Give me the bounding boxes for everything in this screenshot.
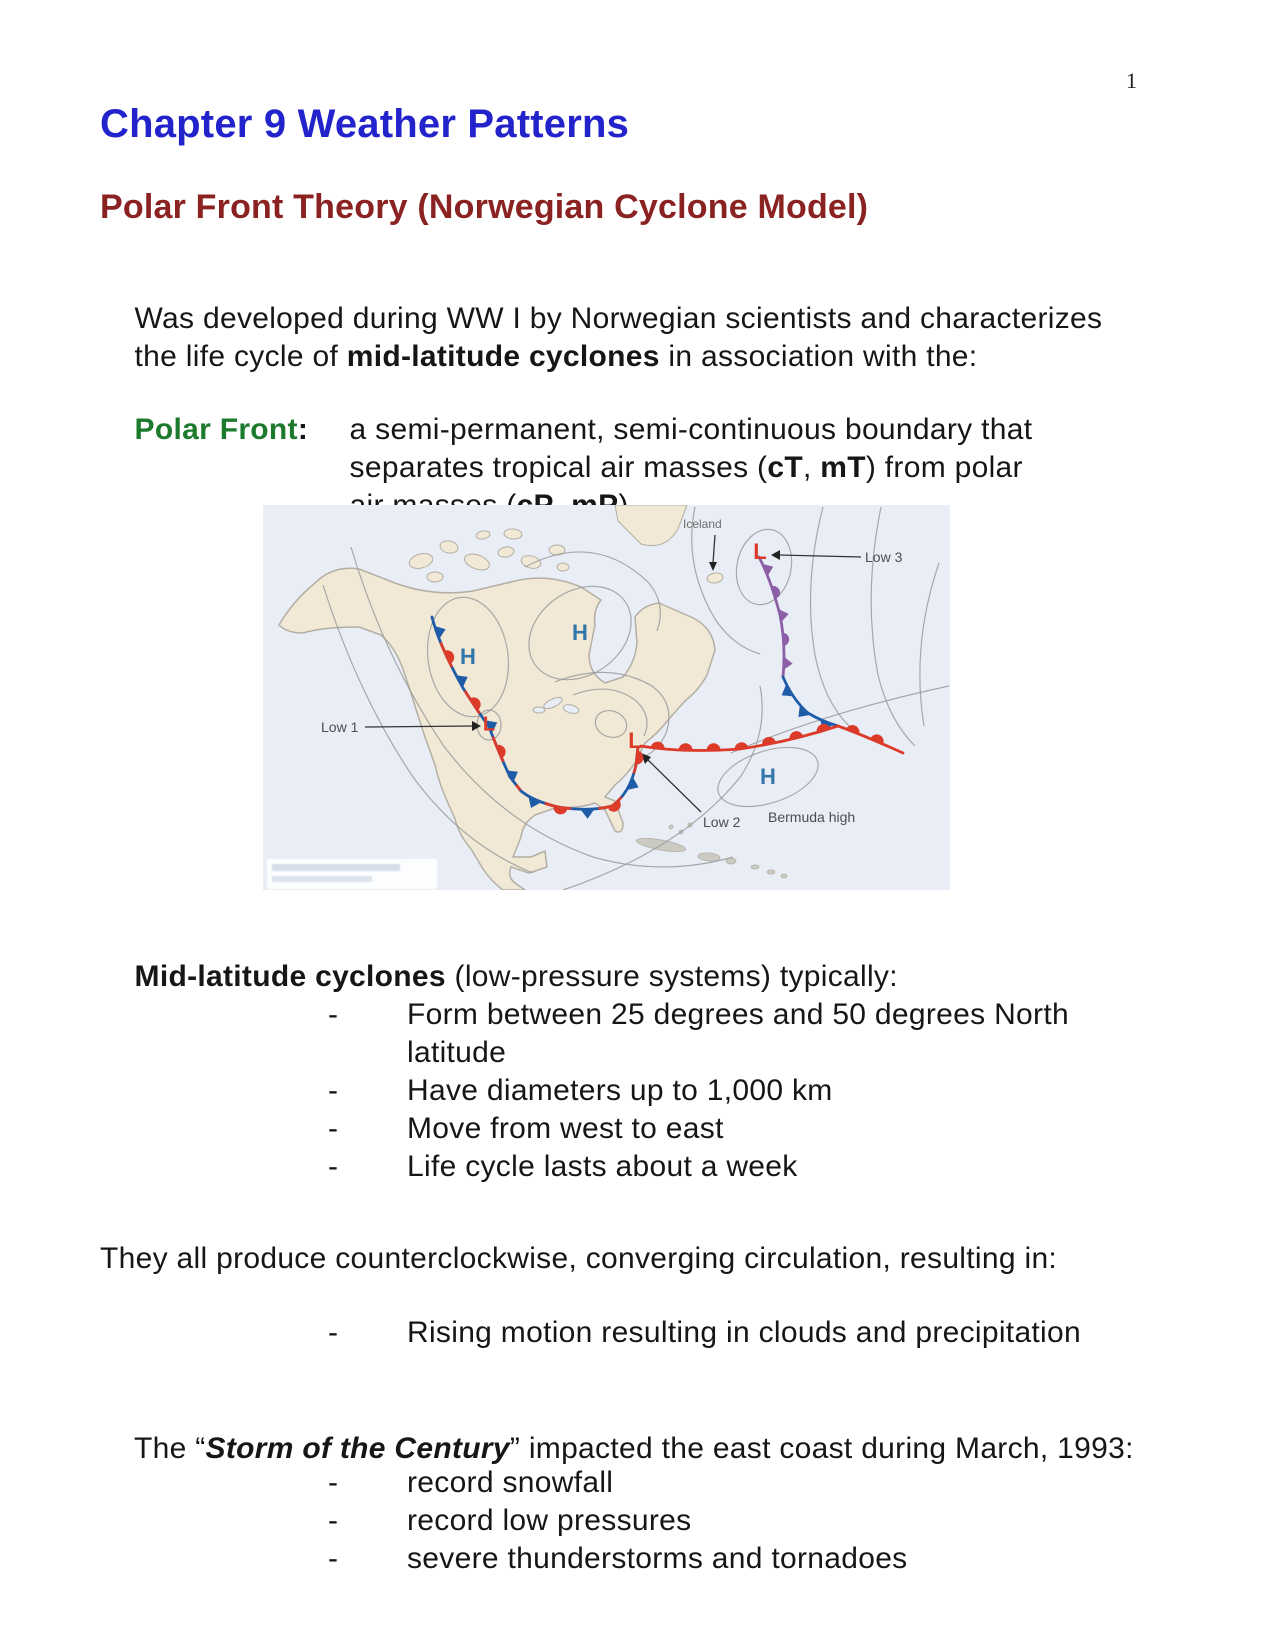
bullet-item: Move from west to east — [407, 1112, 724, 1145]
polar-def-2e: ) from polar — [865, 451, 1023, 484]
polar-front-term — [100, 373, 308, 487]
storm-lead — [100, 1392, 1134, 1506]
map-label-low-1: Low 1 — [321, 719, 359, 735]
polar-def-2b: cT — [767, 451, 803, 484]
low-pressure-symbol-1: L — [482, 713, 496, 736]
bullet-dash: - — [328, 998, 339, 1031]
section-heading: Polar Front Theory (Norwegian Cyclone Model) — [100, 188, 869, 226]
bullet-item: Have diameters up to 1,000 km — [407, 1074, 833, 1107]
bullet-item: record low pressures — [407, 1504, 692, 1537]
bullet-item: Life cycle lasts about a week — [407, 1150, 798, 1183]
map-attribution-smear — [267, 859, 437, 889]
bullet-dash: - — [328, 1112, 339, 1145]
storm-lead-title: Storm of the Century — [205, 1432, 510, 1465]
bullet-dash: - — [328, 1542, 339, 1575]
intro-text-2b: mid-latitude cyclones — [346, 340, 660, 373]
intro-text-1: Was developed during WW I by Norwegian scientists and characterizes — [134, 302, 1103, 335]
low-pressure-symbol-2: L — [628, 728, 642, 753]
chapter-title: Chapter 9 Weather Patterns — [100, 102, 630, 146]
high-pressure-symbol-3: H — [760, 764, 776, 789]
bullet-dash: - — [328, 1316, 339, 1349]
storm-lead-c: ” impacted the east coast during March, 1993: — [509, 1432, 1134, 1465]
bullet-dash: - — [328, 1466, 339, 1499]
high-pressure-symbol-2: H — [572, 620, 588, 645]
polar-def-2c: , — [802, 451, 821, 484]
map-label-low-3: Low 3 — [865, 549, 903, 565]
high-pressure-symbol-1: H — [460, 644, 476, 669]
bullet-item: record snowfall — [407, 1466, 614, 1499]
map-label-bermuda-high: Bermuda high — [768, 809, 856, 825]
polar-def-text-1: a semi-permanent, semi-continuous boundary that — [349, 413, 1033, 446]
polar-front-colon: : — [297, 413, 309, 446]
map-label-low-2: Low 2 — [703, 814, 741, 830]
bullet-item: latitude — [407, 1036, 507, 1069]
storm-lead-a: The “ — [134, 1432, 206, 1465]
intro-text-2c: in association with the: — [659, 340, 978, 373]
circulation-lead: They all produce counterclockwise, converging circulation, resulting in: — [100, 1242, 1058, 1275]
polar-def-2d: mT — [820, 451, 866, 484]
bullet-dash: - — [328, 1074, 339, 1107]
bullet-item: Rising motion resulting in clouds and precipitation — [407, 1316, 1081, 1349]
bullet-dash: - — [328, 1150, 339, 1183]
bullet-item: Form between 25 degrees and 50 degrees North — [407, 998, 1069, 1031]
bullet-item: severe thunderstorms and tornadoes — [407, 1542, 908, 1575]
page-number: 1 — [1126, 68, 1137, 93]
bullet-dash: - — [328, 1504, 339, 1537]
weather-map-figure — [263, 505, 950, 890]
weather-map-svg — [263, 505, 950, 890]
low-pressure-symbol-3: L — [753, 539, 767, 564]
polar-def-2a: separates tropical air masses ( — [349, 451, 768, 484]
map-label-iceland: Iceland — [683, 517, 722, 531]
polar-front-term-text: Polar Front — [134, 413, 298, 446]
midlat-heading-rest: (low-pressure systems) typically: — [445, 960, 898, 993]
midlat-heading-bold: Mid-latitude cyclones — [134, 960, 446, 993]
intro-text-2a: the life cycle of — [134, 340, 347, 373]
